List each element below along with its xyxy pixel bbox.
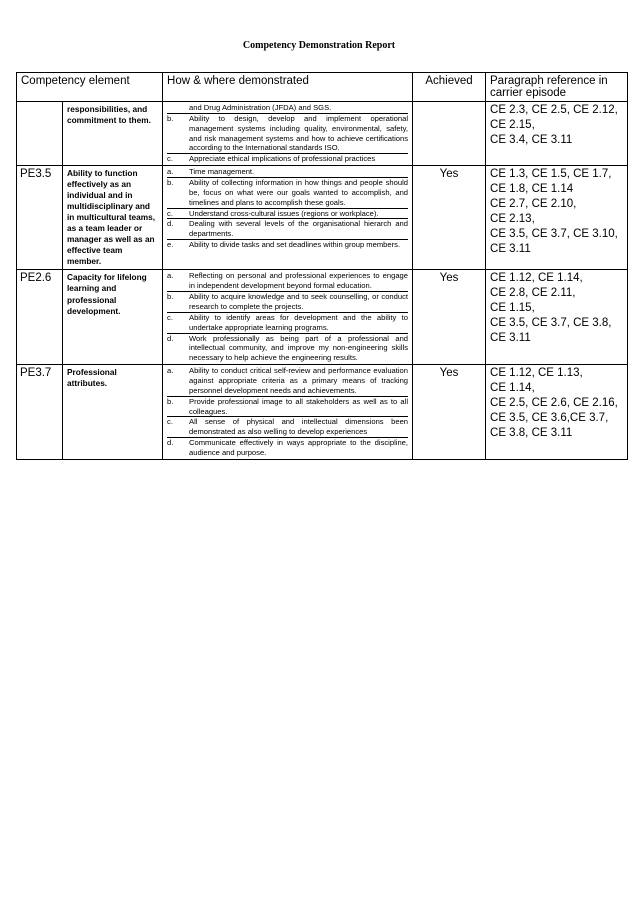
how-item-letter: c. <box>167 312 173 322</box>
how-item-letter: a. <box>167 366 174 376</box>
how-demonstrated-cell <box>163 270 413 365</box>
how-item-text: Appreciate ethical implications of professional practices <box>189 154 376 164</box>
competency-element: Professional attributes. <box>63 365 163 460</box>
paragraph-reference: CE 3.5, CE 3.7, CE 3.8, <box>490 317 612 330</box>
table-header-row <box>17 73 628 102</box>
competency-code <box>17 102 63 166</box>
how-item-text: Ability to conduct critical self-review and performance evaluation against appropriate criteria as a primary means of tracking personnel development needs and achievements. <box>189 366 409 395</box>
paragraph-reference: CE 3.8, CE 3.11 <box>490 426 573 439</box>
how-item-letter: c. <box>167 154 173 164</box>
paragraph-reference: CE 3.11 <box>490 242 531 255</box>
how-item <box>167 209 408 220</box>
paragraph-reference: CE 3.5, CE 3.6,CE 3.7, <box>490 411 609 424</box>
how-item-letter: b. <box>167 113 174 123</box>
achieved-value: Yes <box>413 365 486 460</box>
how-item <box>167 438 408 458</box>
how-item-letter: e. <box>167 240 174 250</box>
how-item <box>167 114 408 154</box>
paragraph-reference: CE 2.3, CE 2.5, CE 2.12, <box>490 104 618 116</box>
how-item <box>167 292 408 313</box>
how-item <box>167 154 408 164</box>
table-row <box>17 270 628 365</box>
competency-element: Ability to function effectively as an individual and in multidisciplinary and in multicultural teams, as a team leader or manager as well as an effective team member. <box>63 166 163 270</box>
paragraph-reference: CE 2.13, <box>490 212 535 225</box>
how-item-text: Ability to divide tasks and set deadlines within group members. <box>189 240 401 250</box>
paragraph-reference-cell <box>486 365 628 460</box>
header-paragraph-reference: Paragraph reference in carrier episode <box>486 73 628 102</box>
how-item <box>167 271 408 292</box>
how-item-letter: b. <box>167 396 174 406</box>
how-item-letter: b. <box>167 292 174 302</box>
table-row <box>17 166 628 270</box>
how-item-text: Provide professional image to all stakeholders as well as to all colleagues. <box>189 396 409 416</box>
how-item-text: Ability to design, develop and implement operational management systems including quality, environmental, safety, and risk management systems and how to achieve certifications according to the International standards ISO. <box>189 113 409 153</box>
how-item-text: Time management. <box>189 167 255 177</box>
how-demonstrated-cell <box>163 102 413 166</box>
how-item <box>167 178 408 209</box>
paragraph-reference: CE 2.8, CE 2.11, <box>490 287 576 300</box>
how-item <box>167 334 408 364</box>
competency-element: Capacity for lifelong learning and professional development. <box>63 270 163 365</box>
how-item-letter: c. <box>167 417 173 427</box>
how-item-letter: c. <box>167 208 173 218</box>
competency-code: PE2.6 <box>17 270 63 365</box>
achieved-value <box>413 102 486 166</box>
achieved-value: Yes <box>413 270 486 365</box>
paragraph-reference: CE 3.11 <box>490 332 531 345</box>
paragraph-reference: CE 3.4, CE 3.11 <box>490 133 573 146</box>
header-competency-element: Competency element <box>17 73 163 102</box>
how-item-text: Ability to identify areas for development and the ability to undertake appropriate learning programs. <box>189 312 409 332</box>
how-item-text: Ability to acquire knowledge and to seek counselling, or conduct research to complete the projects. <box>189 292 409 312</box>
how-item <box>167 397 408 418</box>
paragraph-reference-cell <box>486 166 628 270</box>
achieved-value: Yes <box>413 166 486 270</box>
paragraph-reference: CE 1.14, <box>490 382 535 395</box>
how-item-letter: d. <box>167 219 174 229</box>
report-title: Competency Demonstration Report <box>242 40 396 51</box>
paragraph-reference: CE 1.8, CE 1.14 <box>490 183 574 196</box>
how-item-text: Understand cross-cultural issues (regions or workplace). <box>189 208 379 218</box>
how-item-letter: a. <box>167 271 174 281</box>
how-item-text: and Drug Administration (JFDA) and SGS. <box>189 103 332 112</box>
paragraph-reference: CE 1.15, <box>490 302 535 315</box>
paragraph-reference: CE 3.5, CE 3.7, CE 3.10, <box>490 227 618 240</box>
how-demonstrated-cell <box>163 365 413 460</box>
how-item-letter: d. <box>167 333 174 343</box>
paragraph-reference-cell <box>486 270 628 365</box>
paragraph-reference-cell <box>486 102 628 166</box>
competency-code: PE3.5 <box>17 166 63 270</box>
how-item-text: Communicate effectively in ways appropriate to the discipline, audience and purpose. <box>189 438 409 458</box>
how-item <box>167 219 408 240</box>
how-item <box>167 240 408 250</box>
competency-table <box>16 72 628 460</box>
how-item-letter <box>167 103 189 113</box>
table-row <box>17 365 628 460</box>
how-item-text: Reflecting on personal and professional experiences to engage in independent development beyond formal education. <box>189 271 409 291</box>
how-item-letter: a. <box>167 167 174 177</box>
header-how-demonstrated: How & where demonstrated <box>163 73 413 102</box>
how-item-letter: d. <box>167 438 174 448</box>
paragraph-reference: CE 1.12, CE 1.14, <box>490 272 583 285</box>
competency-element: responsibilities, and commitment to them. <box>63 102 163 166</box>
paragraph-reference: CE 1.3, CE 1.5, CE 1.7, <box>490 168 612 181</box>
how-item-text: All sense of physical and intellectual dimensions been demonstrated as also welling to develop experiences <box>189 417 409 437</box>
paragraph-reference: CE 2.15, <box>490 118 535 131</box>
header-achieved: Achieved <box>413 73 486 102</box>
how-item-text: Work professionally as being part of a professional and intellectual community, and improve my non-engineering skills necessary to help achieve the engineering results. <box>189 333 409 363</box>
how-item-text: Ability of collecting information in how things and people should be, focus on what were our goals wanted to accomplish, and timelines and plans to accomplish these goals. <box>189 178 409 207</box>
how-item <box>167 103 408 114</box>
competency-code: PE3.7 <box>17 365 63 460</box>
how-item-text: Dealing with several levels of the organisational hierarch and departments. <box>189 219 409 239</box>
how-item <box>167 167 408 178</box>
how-item <box>167 313 408 334</box>
how-demonstrated-cell <box>163 166 413 270</box>
table-row <box>17 102 628 166</box>
paragraph-reference: CE 2.5, CE 2.6, CE 2.16, <box>490 397 618 410</box>
how-item <box>167 417 408 438</box>
how-item-letter: b. <box>167 178 174 188</box>
paragraph-reference: CE 2.7, CE 2.10, <box>490 198 577 211</box>
paragraph-reference: CE 1.12, CE 1.13, <box>490 367 583 380</box>
how-item <box>167 366 408 397</box>
